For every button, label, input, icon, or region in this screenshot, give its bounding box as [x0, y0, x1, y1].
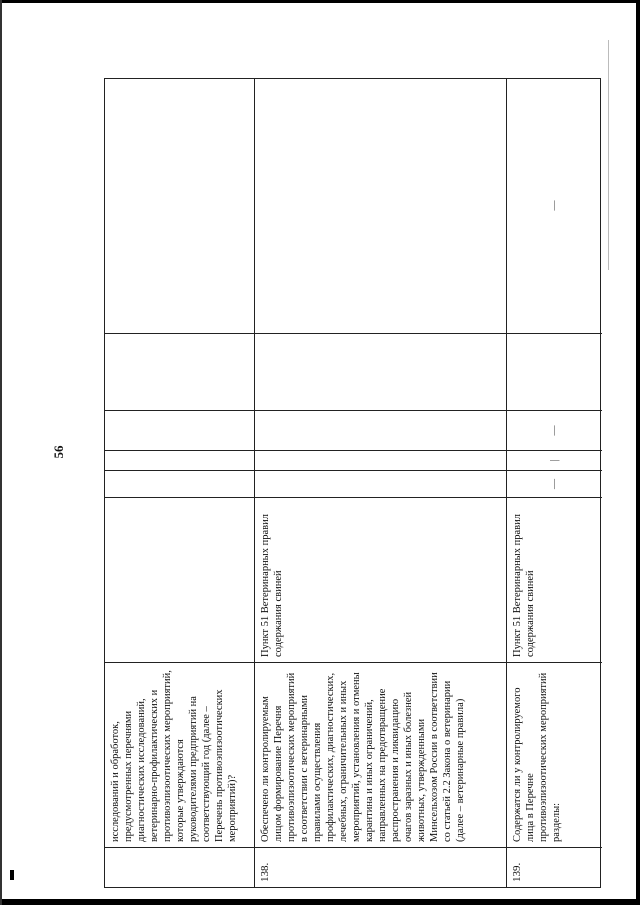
comment-cell — [105, 78, 255, 333]
scan-edge-right — [636, 0, 640, 905]
answer-na-cell — [105, 410, 255, 450]
scan-edge-bottom — [0, 899, 640, 905]
reference-cell: Пункт 51 Ветеринарных правил содержания свиней — [255, 497, 507, 662]
scan-line — [608, 40, 609, 270]
answer-yes-cell — [255, 470, 507, 497]
scan-edge-top — [0, 0, 640, 3]
answer-no-cell — [255, 450, 507, 470]
reference-cell — [105, 497, 255, 662]
question-cell: Обеспечено ли контролируемым лицом формирование Перечня противоэпизоотических мероприятий в соответствии с ветеринарными правилами осуществления профилактических, диагностических, лечебных, ограничительных и иных мероприятий, установления и отмены карантина и иных ограничений, направленных на предотвращение распространения и ликвидацию очагов заразных и иных болезней животных, утвержденными Минсельхозом России в соответствии со статьей 2.2 Закона о ветеринарии (далее – ветеринарные правила) — [255, 662, 507, 847]
answer-no-cell: | — [507, 450, 602, 470]
answer-na-cell — [255, 410, 507, 450]
answer-no-cell — [105, 450, 255, 470]
scan-mark — [10, 870, 14, 880]
row-number — [105, 847, 255, 887]
page-number: 56 — [51, 445, 66, 459]
comment-cell: — — [549, 200, 560, 211]
answer-extra-cell — [507, 333, 602, 410]
comment-cell — [255, 78, 507, 333]
answer-extra-cell — [255, 333, 507, 410]
answer-yes-cell: — — [507, 470, 602, 497]
row-number: 138. — [255, 847, 507, 887]
answer-na-cell: — — [507, 410, 602, 450]
rotated-sheet — [104, 78, 601, 888]
question-cell: Содержатся ли у контролируемого лица в Перечне противоэпизоотических мероприятий разделы: — [507, 662, 602, 847]
answer-yes-cell — [105, 470, 255, 497]
reference-cell: Пункт 51 Ветеринарных правил содержания свиней — [507, 497, 602, 662]
checklist-table — [104, 78, 601, 888]
scan-edge-left — [0, 0, 2, 905]
answer-extra-cell — [105, 333, 255, 410]
question-cell: исследований и обработок, предусмотренных перечнями диагностических исследований, ветеринарно-профилактических и противоэпизоотических мероприятий, которые утверждаются руководителями предприятий на соответствующий год (далее – Перечень противоэпизоотических мероприятий)? — [105, 662, 255, 847]
row-number: 139. — [507, 847, 602, 887]
